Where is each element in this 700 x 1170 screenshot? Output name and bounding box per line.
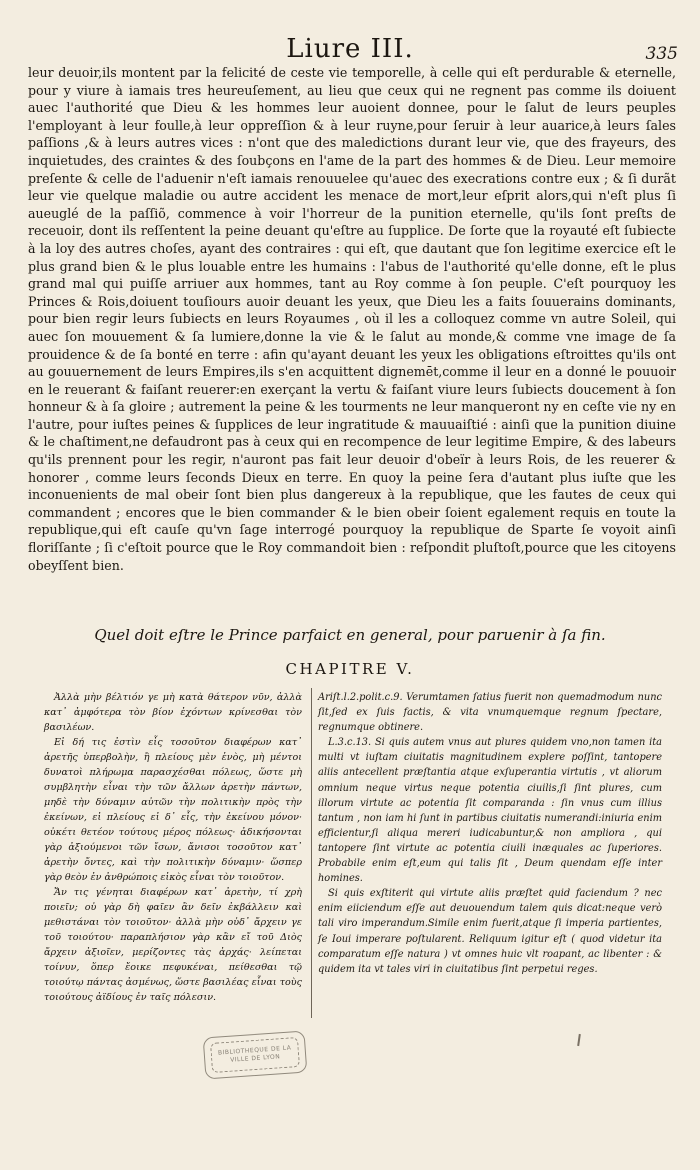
page-number: 335 <box>645 44 678 64</box>
greek-paragraph: Εἰ δή τις ἐστὶν εἷς τοσοῦτον διαφέρων κατ᾽ ἀρετῆς ὑπερβολὴν, ἢ πλείους μὲν ἑνὸς, μὴ μέντοι δυνατοὶ πλήρωμα παρασχέσθαι πόλεως, ὥστε μὴ συμβλητὴν εἶναι τὴν τῶν ἄλλων ἀρετὴν πάντων, μηδὲ τὴν δύναμιν αὐτῶν τὴν πολιτικὴν πρὸς τὴν ἐκείνων, εἰ πλείους εἰ δ᾽ εἷς, τὴν ἐκείνου μόνον· οὐκέτι θετέον τούτους μέρος πόλεως· ἀδικήσονται γὰρ ἀξιούμενοι τῶν ἴσων, ἄνισοι τοσοῦτον κατ᾽ ἀρετὴν ὄντες, καὶ τὴν πολιτικὴν δύναμιν· ὥσπερ γὰρ θεὸν ἐν ἀνθρώποις εἰκὸς εἶναι τὸν τοιοῦτον. <box>44 737 302 883</box>
margin-mark-icon <box>577 1034 581 1046</box>
column-divider <box>311 688 312 1018</box>
main-paragraph: leur deuoir,ils montent par la felicité de ceste vie temporelle, à celle qui eſt perdurable & eternelle, pour y viure à iamais tres heureuſement, au lieu que ceux qui ne regnent pas comme ils doiuent auec l'authorité que Dieu & les hommes leur auoient donnee, pour le ſalut de leurs peuples l'employant à leur foulle,à leur oppreſſion & à leur ruyne,pour ſeruir à leur auarice,à leurs ſales paſſions ,& à leurs autres vices : n'ont que des maledictions durant leur vie, que des frayeurs, des inquietudes, des craintes & des ſoubçons en l'ame de la part des hommes & de Dieu. Leur memoire preſente & celle de l'aduenir n'eſt iamais renouuelee qu'auec des execrations contre eux ; & ſi durãt leur vie quelque maladie ou autre accident les menace de mort,leur eſprit alors,qui n'eſt plus ſi aueuglé de la paſſiõ, commence à voir l'horreur de la punition eternelle, qu'ils ſont preſts de receuoir, dont ils reſſentent la peine deuant qu'eſtre au ſupplice. De ſorte que la royauté eſt ſubiecte à la loy des autres choſes, ayant des contraires : qui eſt, que dautant que ſon legitime exercice eſt le plus grand bien & le plus louable entre les humains : l'abus de l'authorité qu'elle donne, eſt le plus grand mal qui puiſſe arriuer aux hommes, tant au Roy comme à ſon peuple. C'eſt pourquoy les Princes & Rois,doiuent touſiours auoir deuant les yeux, que Dieu les a faits ſouuerains dominants, pour bien regir leurs ſubiects en leurs Royaumes , où il les a colloquez comme vn autre Soleil, qui auec ſon mouuement & ſa lumiere,donne la vie & le ſalut au monde,& comme vne image de ſa prouidence & de ſa bonté en terre : afin qu'ayant deuant les yeux les obligations eſtroittes qu'ils ont au gouuernement de leurs Empires,ils s'en acquittent dignemēt,comme il leur en a donné le pouuoir en le reuerant & faiſant reuerer:en exerçant la vertu & faiſant viure leurs ſubiects doucement à ſon honneur & à ſa gloire ; autrement la peine & les tourments ne leur manqueront ny en ceſte vie ny en l'autre, pour iuſtes peines & ſupplices de leur ingratitude & mauuaiſtié : ainſi que la punition diuine & le chaſtiment,ne defaudront pas à ceux qui en recompence de leur legitime Empire, & des labeurs qu'ils prennent pour les regir, n'auront pas fait leur deuoir d'obeïr à leurs Rois, de les reuerer & honorer , comme leurs ſeconds Dieux en terre. En quoy la peine ſera d'autant plus iuſte que les inconuenients de mal obeir ſont bien plus dangereux à la republique, que les fautes de ceux qui commandent ; encores que le bien commander & le bien obeir ſoient egalement requis en toute la republique,qui eſt cauſe qu'vn ſage interrogé pourquoy la republique de Sparte ſe voyoit ainſi floriſſante ; ſi c'eſtoit pource que le Roy commandoit bien : reſpondit pluſtoſt,pource que les citoyens obeyſſent bien. <box>28 65 676 573</box>
latin-column <box>318 690 662 977</box>
greek-column <box>44 690 302 1005</box>
greek-paragraph: Ἀλλὰ μὴν βέλτιόν γε μὴ κατὰ θάτερον νῦν, ἀλλὰ κατ᾽ ἀμφότερα τὸν βίον ἐχόντων κρίνεσθαι τὸν βασιλέων. <box>44 692 302 733</box>
latin-paragraph: Ariſt.l.2.polit.c.9. Verumtamen ſatius fuerit non quemadmodum nunc ſit,ſed ex ſuis factis, & vita vnumquemque regnum ſpectare, regnumque obtinere. <box>318 692 662 734</box>
library-stamp-text: BIBLIOTHEQUE DE LA VILLE DE LYON <box>210 1037 300 1073</box>
running-head: Liure III. <box>286 34 414 64</box>
library-stamp-icon <box>203 1030 308 1079</box>
section-title: Quel doit eſtre le Prince parfaict en general, pour paruenir à ſa fin. <box>94 626 606 644</box>
latin-paragraph: Si quis exſtiterit qui virtute aliis præſtet quid faciendum ? nec enim eiiciendum eſſe aut deuouendum talem quis dicat:neque verò tali viro imperandum.Simile enim fuerit,atque ſi imperia partientes, ſe Ioui imperare poſtularent. Reliquum igitur eſt ( quod videtur ita comparatum eſſe natura ) vt omnes huic vlt roapant, ac libenter : & quidem ita vt tales viri in ciuitatibus ſint perpetui reges. <box>318 888 662 975</box>
chapter-heading: CHAPITRE V. <box>285 660 415 678</box>
latin-paragraph: L.3.c.13. Si quis autem vnus aut plures quidem vno,non tamen ita multi vt iuſtam ciuitatis magnitudinem explere poſſint, tantopere aliis antecellent præſtantia atque exſuperantia virtutis , vt aliorum omnium neque virtus neque potentia ciuilis,ſi ſint plures, cum illorum virtute ac potentia ſit comparanda : ſin vnus cum illius tantum , non iam hi ſunt in partibus ciuitatis numerandi:iniuria enim efficientur,ſi aliqua mereri iudicabuntur,& non ampliora , qui tantopere ſint virtute ac potentia ciuili inæquales ac ſuperiores. Probabile enim eſt,eum qui talis ſit , Deum quendam eſſe inter homines. <box>318 737 662 885</box>
greek-paragraph: Ἄν τις γένηται διαφέρων κατ᾽ ἀρετὴν, τί χρὴ ποιεῖν; οὐ γὰρ δὴ φαῖεν ἂν δεῖν ἐκβάλλειν καὶ μεθιστάναι τὸν τοιοῦτον· ἀλλὰ μὴν οὐδ᾽ ἄρχειν γε τοῦ τοιούτου· παραπλήσιον γὰρ κἂν εἴ τοῦ Διὸς ἄρχειν ἀξιοῖεν, μερίζοντες τὰς ἀρχάς· λείπεται τοίνυν, ὅπερ ἔοικε πεφυκέναι, πείθεσθαι τῷ τοιούτῳ πάντας ἀσμένως, ὥστε βασιλέας εἶναι τοὺς τοιούτους ἀϊδίους ἐν ταῖς πόλεσιν. <box>44 887 302 1003</box>
main-text-block <box>28 64 676 574</box>
